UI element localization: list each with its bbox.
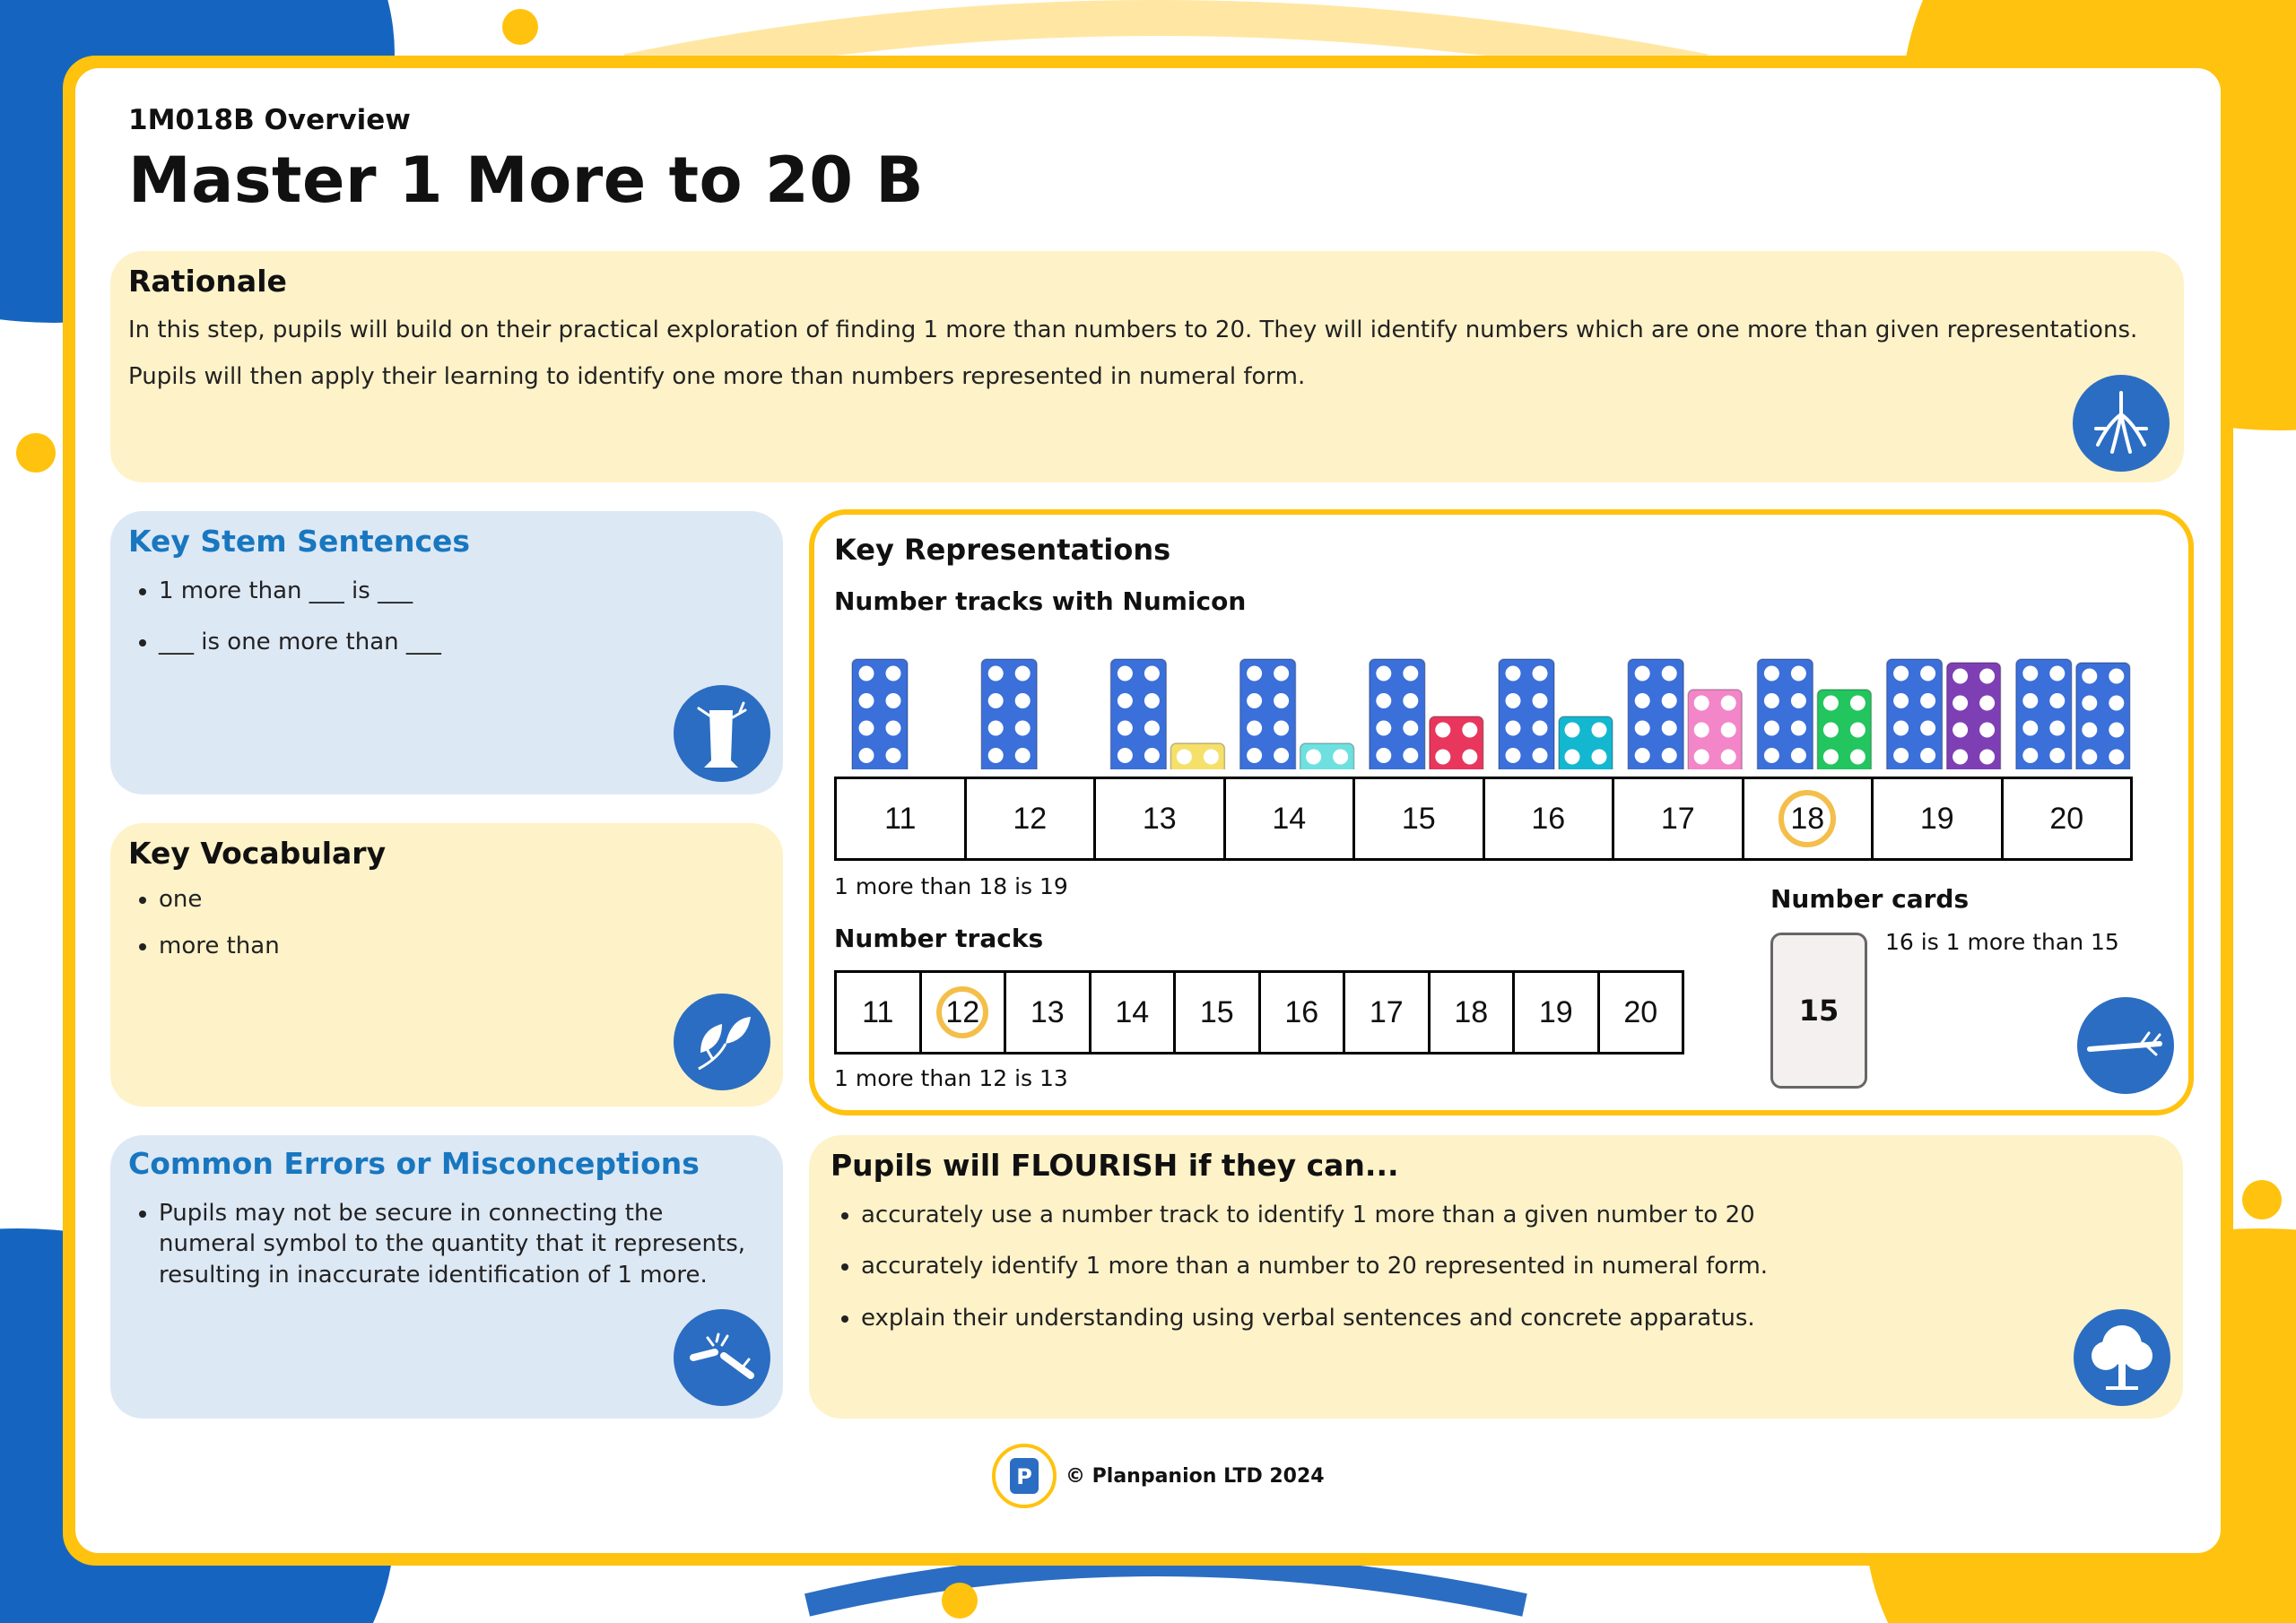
tree-icon: [2074, 1309, 2170, 1406]
numicon-piece-6: [1559, 716, 1613, 769]
track-number: 17: [1369, 994, 1404, 1029]
cards-heading: Number cards: [1770, 884, 1970, 914]
track-cell-16: [1485, 779, 1615, 858]
numicon-piece-5: [1430, 716, 1483, 769]
errors-panel: [110, 1135, 783, 1419]
list-item: • more than: [159, 931, 280, 961]
overview-code: 1M018B Overview: [128, 104, 411, 136]
stem-list: [128, 576, 441, 679]
track-cell-12: [967, 779, 1097, 858]
track-number: 19: [1919, 801, 1954, 836]
numicon-piece-10: [2076, 663, 2130, 769]
footer: [992, 1444, 1325, 1508]
leaves-icon: [674, 994, 770, 1090]
vocabulary-panel: [110, 823, 783, 1107]
track-cell-17: [1614, 779, 1744, 858]
numicon-piece-7: [1688, 690, 1742, 769]
track-number: 11: [884, 801, 917, 836]
track-number: 15: [1401, 801, 1436, 836]
copyright-text: © Planpanion LTD 2024: [1065, 1464, 1325, 1488]
highlight-circle: [1779, 790, 1836, 847]
errors-heading: Common Errors or Misconceptions: [128, 1146, 700, 1181]
track-caption: 1 more than 12 is 13: [834, 1065, 1068, 1091]
svg-text:P: P: [1016, 1464, 1032, 1489]
broken-branch-icon: [674, 1309, 770, 1406]
track-cell-16: [1261, 973, 1346, 1052]
track-number: 18: [1454, 994, 1489, 1029]
flourish-panel: [809, 1135, 2183, 1419]
flourish-list: [831, 1200, 2027, 1354]
planpanion-logo: [992, 1444, 1057, 1508]
list-item: • accurately use a number track to identify 1 more than a given number to 20: [861, 1200, 2027, 1230]
number-card: 15: [1770, 933, 1867, 1089]
track-cell-19: [1515, 973, 1600, 1052]
numicon-ten-piece: [852, 659, 908, 769]
track-cell-11: [837, 779, 967, 858]
numicon-heading: Number tracks with Numicon: [834, 586, 1247, 616]
list-item: • one: [159, 884, 280, 915]
roots-icon: [2073, 375, 2170, 472]
track-number: 19: [1538, 994, 1573, 1029]
track-cell-18: [1431, 973, 1516, 1052]
rationale-heading: Rationale: [128, 264, 287, 299]
vocab-heading: Key Vocabulary: [128, 836, 387, 871]
number-track: [834, 970, 1684, 1055]
track-cell-14: [1226, 779, 1356, 858]
stem-heading: Key Stem Sentences: [128, 524, 471, 559]
numicon-ten-piece: [2016, 659, 2072, 769]
numicon-piece-9: [1947, 663, 2001, 769]
rationale-text-1: In this step, pupils will build on their practical exploration of finding 1 more than numbers to 20. They will identify numbers which are one more than given representations.: [128, 317, 2138, 343]
list-item: • 1 more than ___ is ___: [159, 576, 441, 606]
track-cell-12: [922, 973, 1007, 1052]
numicon-piece-4: [1300, 743, 1354, 769]
vocab-list: [128, 884, 280, 983]
track-cell-11: [837, 973, 922, 1052]
track-cell-18: [1744, 779, 1874, 858]
track-number: 20: [1623, 994, 1658, 1029]
track-cell-14: [1091, 973, 1177, 1052]
track-number: 14: [1115, 994, 1150, 1029]
track-number: 17: [1660, 801, 1695, 836]
track-cell-13: [1006, 973, 1091, 1052]
track-number: 16: [1531, 801, 1566, 836]
track-number: 12: [1013, 801, 1048, 836]
numicon-ten-piece: [1240, 659, 1296, 769]
track-cell-17: [1345, 973, 1431, 1052]
track-number: 11: [862, 994, 894, 1029]
numicon-number-track: [834, 777, 2133, 861]
numicon-ten-piece: [981, 659, 1037, 769]
key-representations-panel: [809, 509, 2194, 1115]
track-number: 16: [1284, 994, 1319, 1029]
track-number: 20: [2049, 801, 2084, 836]
stem-sentences-panel: [110, 511, 783, 794]
track-cell-19: [1874, 779, 2004, 858]
numicon-caption: 1 more than 18 is 19: [834, 873, 1068, 899]
track-cell-15: [1355, 779, 1485, 858]
list-item: • ___ is one more than ___: [159, 627, 441, 657]
list-item: • Pupils may not be secure in connecting the numeral symbol to the quantity that it represents, resulting in inaccurate identification of 1 more.: [159, 1198, 751, 1290]
numicon-piece-8: [1817, 690, 1871, 769]
tracks-heading: Number tracks: [834, 924, 1044, 953]
track-cell-13: [1096, 779, 1226, 858]
representations-heading: Key Representations: [834, 533, 1171, 567]
track-cell-20: [2004, 779, 2131, 858]
numicon-ten-piece: [1757, 659, 1813, 769]
flourish-heading: Pupils will FLOURISH if they can...: [831, 1148, 1399, 1183]
track-number: 18: [1790, 801, 1825, 836]
highlight-circle: [936, 986, 988, 1038]
errors-list: [128, 1198, 751, 1311]
numicon-ten-piece: [1887, 659, 1943, 769]
track-number: 13: [1030, 994, 1065, 1029]
numicon-ten-piece: [1499, 659, 1554, 769]
track-number: 12: [945, 994, 980, 1029]
track-number: 14: [1272, 801, 1307, 836]
rationale-panel: [110, 251, 2184, 482]
page-title: Master 1 More to 20 B: [128, 143, 925, 217]
numicon-piece-3: [1170, 743, 1224, 769]
track-cell-15: [1176, 973, 1261, 1052]
numicon-ten-piece: [1628, 659, 1683, 769]
tree-trunk-icon: [674, 685, 770, 782]
numicon-pieces: [834, 626, 2135, 769]
track-number: 15: [1199, 994, 1234, 1029]
track-number: 13: [1142, 801, 1177, 836]
rationale-text-2: Pupils will then apply their learning to identify one more than numbers represented in numeral form.: [128, 363, 1306, 390]
branch-icon: [2077, 997, 2174, 1094]
card-caption: 16 is 1 more than 15: [1885, 929, 2119, 955]
numicon-ten-piece: [1370, 659, 1425, 769]
track-cell-20: [1600, 973, 1683, 1052]
numicon-ten-piece: [1110, 659, 1166, 769]
list-item: • accurately identify 1 more than a number to 20 represented in numeral form.: [861, 1251, 2027, 1281]
list-item: • explain their understanding using verbal sentences and concrete apparatus.: [861, 1303, 2027, 1333]
